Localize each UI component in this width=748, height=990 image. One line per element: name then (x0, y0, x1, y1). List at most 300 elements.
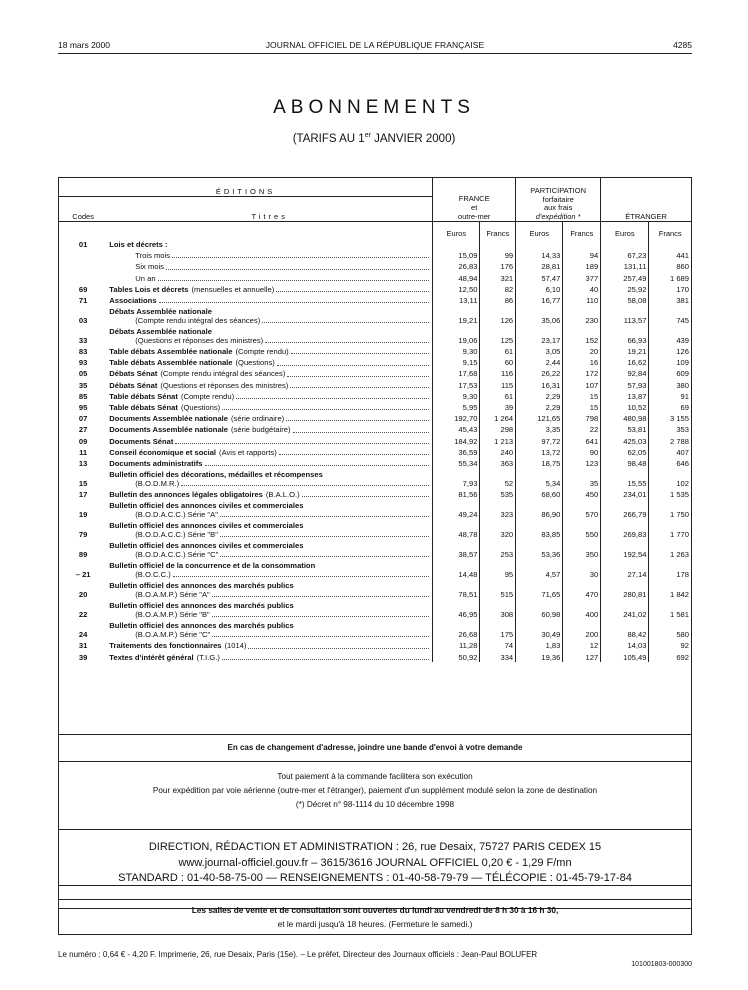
table-row (59, 260, 691, 271)
row-value: 61 (480, 390, 516, 401)
row-value: 92 (649, 639, 691, 650)
row-value: 860 (649, 260, 691, 271)
row-value: 609 (649, 368, 691, 379)
row-value: 170 (649, 283, 691, 294)
row-value: 123 (563, 457, 601, 468)
row-value: 1 750 (649, 499, 691, 519)
table-row (59, 283, 691, 294)
row-title: Documents Assemblée nationale (série ordinaire) (107, 412, 432, 423)
row-value: 5,95 (433, 401, 480, 412)
row-value: 2 788 (649, 435, 691, 446)
page-header (58, 40, 692, 54)
row-value: 11,28 (433, 639, 480, 650)
row-code: 01 (78, 239, 88, 249)
row-value: 53,81 (601, 423, 649, 434)
row-code: 03 (78, 315, 88, 325)
row-value: 1,83 (516, 639, 563, 650)
row-value: 320 (480, 519, 516, 539)
row-value: 192,54 (601, 539, 649, 559)
row-value: 60 (480, 356, 516, 367)
header-rule (58, 53, 692, 54)
row-value: 131,11 (601, 260, 649, 271)
row-value: 17,53 (433, 379, 480, 390)
page-subtitle: (TARIFS AU 1er JANVIER 2000) (292, 132, 456, 145)
row-value: 69 (649, 401, 691, 412)
table-row (59, 519, 691, 539)
row-value: 1 263 (649, 539, 691, 559)
direction-block: DIRECTION, RÉDACTION ET ADMINISTRATION : 26, rue Desaix, 75727 PARIS CEDEX 15 www.journal-officiel.gouv.fr – 3615/3616 JOURNAL OFFICIEL 0,20 € - 1,29 F/mn STANDARD : 01-40-58-75-00 — RENSEIGNEMENTS : 01-40-58-79-79 — TÉLÉCOPIE : 01-45-79-17-84 (59, 829, 691, 885)
row-value: 62,05 (601, 446, 649, 457)
row-code: 79 (78, 530, 88, 540)
row-value: 16,62 (601, 356, 649, 367)
row-value: 38,57 (433, 539, 480, 559)
row-value: 381 (649, 294, 691, 305)
table-row (59, 305, 691, 325)
row-title: Table débats Assemblée nationale (Compte rendu) (107, 345, 432, 356)
titres-header: Titres (251, 211, 288, 221)
row-value: 92,84 (601, 368, 649, 379)
row-value: 115 (480, 379, 516, 390)
page-title: ABONNEMENTS (273, 97, 475, 118)
row-title: Table débats Sénat (Compte rendu) (107, 390, 432, 401)
row-title: Traitements des fonctionnaires (1014) (107, 639, 432, 650)
row-value: 13,87 (601, 390, 649, 401)
participation-header: PARTICIPATION forfaitaire aux frais d'expédition * (516, 178, 601, 222)
currency-euros: Euros (516, 222, 563, 239)
row-value: 126 (649, 345, 691, 356)
footer-text: Le numéro : 0,64 € - 4,20 F. Imprimerie, 26, rue Desaix, Paris (15e). – Le préfet, Directeur des Journaux officiels : Jean-Paul BOLUFER (58, 950, 538, 959)
row-code (59, 272, 107, 283)
row-value: 27,14 (601, 559, 649, 579)
row-value: 441 (649, 249, 691, 260)
row-value: 26,68 (433, 619, 480, 639)
row-value: 91 (649, 390, 691, 401)
row-code: 05 (78, 369, 88, 379)
row-value: 16 (563, 356, 601, 367)
table-row (59, 488, 691, 499)
row-value: 798 (563, 412, 601, 423)
row-value: 126 (480, 305, 516, 325)
table-row (59, 457, 691, 468)
row-value: 172 (563, 368, 601, 379)
row-value: 1 842 (649, 579, 691, 599)
row-value: 86,90 (516, 499, 563, 519)
row-value (563, 238, 601, 249)
row-value: 19,21 (601, 345, 649, 356)
row-value: 9,30 (433, 345, 480, 356)
row-value: 2,29 (516, 390, 563, 401)
row-title: Documents Assemblée nationale (série budgétaire) (107, 423, 432, 434)
row-value: 1 264 (480, 412, 516, 423)
row-value: 321 (480, 272, 516, 283)
row-value: 200 (563, 619, 601, 639)
row-value: 535 (480, 488, 516, 499)
row-value: 178 (649, 559, 691, 579)
row-value (433, 238, 480, 249)
row-value: 646 (649, 457, 691, 468)
row-value: 13,11 (433, 294, 480, 305)
row-value: 570 (563, 499, 601, 519)
row-value: 57,93 (601, 379, 649, 390)
currency-euros: Euros (601, 222, 649, 239)
row-value: 745 (649, 305, 691, 325)
row-value: 407 (649, 446, 691, 457)
row-value: 3,05 (516, 345, 563, 356)
row-value: 20 (563, 345, 601, 356)
row-value: 35 (563, 468, 601, 488)
row-code: 17 (78, 490, 88, 500)
row-code: 24 (78, 630, 88, 640)
row-value: 230 (563, 305, 601, 325)
row-value: 35,06 (516, 305, 563, 325)
row-value: 9,30 (433, 390, 480, 401)
row-value: 102 (649, 468, 691, 488)
row-title: Tables Lois et décrets (mensuelles et annuelle) (107, 283, 432, 294)
row-value: 1 689 (649, 272, 691, 283)
table-row (59, 356, 691, 367)
row-value: 74 (480, 639, 516, 650)
row-value: 323 (480, 499, 516, 519)
sales-hours: Les salles de vente et de consultation sont ouvertes du lundi au vendredi de 8 h 30 à 16 h 30, et le mardi jusqu'à 18 heures. (Fermeture le samedi.) (58, 899, 692, 935)
row-value: 7,93 (433, 468, 480, 488)
row-value: 15,09 (433, 249, 480, 260)
row-value: 19,36 (516, 651, 563, 662)
row-value: 152 (563, 325, 601, 345)
currency-francs: Francs (649, 222, 691, 239)
row-title: Documents Sénat (107, 435, 432, 446)
row-value: 30,49 (516, 619, 563, 639)
table-row (59, 539, 691, 559)
row-value: 71,65 (516, 579, 563, 599)
row-title: Conseil économique et social (Avis et rapports) (107, 446, 432, 457)
table-row (59, 619, 691, 639)
table-row (59, 651, 691, 662)
row-value: 66,93 (601, 325, 649, 345)
row-value: 26,83 (433, 260, 480, 271)
row-value: 400 (563, 599, 601, 619)
row-value: 14,33 (516, 249, 563, 260)
row-value: 6,10 (516, 283, 563, 294)
row-code: 89 (78, 550, 88, 560)
row-value: 109 (649, 356, 691, 367)
row-value: 67,23 (601, 249, 649, 260)
row-value: 46,95 (433, 599, 480, 619)
table-row (59, 238, 691, 249)
address-change-notice: En cas de changement d'adresse, joindre une bande d'envoi à votre demande (59, 734, 691, 761)
row-title: Bulletin officiel des annonces civiles et commerciales (B.O.D.A.C.C.) Série "B" (107, 519, 432, 539)
tariff-frame (58, 177, 692, 909)
row-code: 07 (78, 414, 88, 424)
row-value: 13,72 (516, 446, 563, 457)
row-value: 15,55 (601, 468, 649, 488)
row-code: 11 (79, 447, 88, 457)
row-value: 36,59 (433, 446, 480, 457)
table-row (59, 446, 691, 457)
row-value: 127 (563, 651, 601, 662)
table-row (59, 325, 691, 345)
row-value: 60,98 (516, 599, 563, 619)
row-value: 18,75 (516, 457, 563, 468)
row-value: 78,51 (433, 579, 480, 599)
row-value: 350 (563, 539, 601, 559)
row-value: 353 (649, 423, 691, 434)
row-value: 17,68 (433, 368, 480, 379)
row-code: 83 (78, 347, 88, 357)
row-title: Bulletin officiel des annonces des marchés publics (B.O.A.M.P.) Série "B" (107, 599, 432, 619)
row-code: 35 (78, 380, 88, 390)
row-title: Lois et décrets : (109, 239, 168, 249)
row-title: Débats Sénat (Questions et réponses des ministres) (107, 379, 432, 390)
table-row (59, 639, 691, 650)
row-code: 19 (78, 510, 88, 520)
currency-francs: Francs (563, 222, 601, 239)
row-value: 86 (480, 294, 516, 305)
row-value: 57,47 (516, 272, 563, 283)
table-row (59, 579, 691, 599)
row-value: 2,29 (516, 401, 563, 412)
row-value: 580 (649, 619, 691, 639)
row-value: 439 (649, 325, 691, 345)
row-value: 241,02 (601, 599, 649, 619)
currency-row (59, 222, 691, 239)
row-value: 110 (563, 294, 601, 305)
row-code: 20 (78, 590, 88, 600)
table-row (59, 390, 691, 401)
table-row (59, 294, 691, 305)
row-code: 95 (78, 403, 88, 413)
row-value: 470 (563, 579, 601, 599)
row-value: 175 (480, 619, 516, 639)
header-date: 18 mars 2000 (58, 40, 110, 50)
row-title: Bulletin officiel des annonces des marchés publics (B.O.A.M.P.) Série "C" (107, 619, 432, 639)
row-value: 1 535 (649, 488, 691, 499)
row-value: 298 (480, 423, 516, 434)
row-code: 13 (78, 458, 88, 468)
row-code (59, 260, 107, 271)
row-value: 97,72 (516, 435, 563, 446)
table-row (59, 401, 691, 412)
row-value: 3 155 (649, 412, 691, 423)
row-value: 692 (649, 651, 691, 662)
table-row (59, 559, 691, 579)
row-value: 98,48 (601, 457, 649, 468)
row-value: 49,24 (433, 499, 480, 519)
row-value: 1 770 (649, 519, 691, 539)
tariff-table (59, 178, 691, 662)
row-title: Débats Assemblée nationale (Questions et réponses des ministres) (107, 325, 432, 345)
table-row (59, 345, 691, 356)
row-value: 14,48 (433, 559, 480, 579)
row-value: 192,70 (433, 412, 480, 423)
row-value: 266,79 (601, 499, 649, 519)
row-value (601, 238, 649, 249)
row-value: 12,50 (433, 283, 480, 294)
row-value: 26,22 (516, 368, 563, 379)
row-code: 15 (78, 478, 88, 488)
row-value: 58,08 (601, 294, 649, 305)
row-value: 3,35 (516, 423, 563, 434)
row-value: 377 (563, 272, 601, 283)
row-value: 30 (563, 559, 601, 579)
row-value: 641 (563, 435, 601, 446)
row-value: 125 (480, 325, 516, 345)
row-value: 55,34 (433, 457, 480, 468)
row-value: 22 (563, 423, 601, 434)
row-value: 5,34 (516, 468, 563, 488)
row-value: 68,60 (516, 488, 563, 499)
france-header: FRANCE et outre-mer (433, 178, 516, 222)
journal-title: JOURNAL OFFICIEL DE LA RÉPUBLIQUE FRANÇAISE (265, 40, 485, 50)
row-title: Un an (107, 272, 432, 283)
row-value: 363 (480, 457, 516, 468)
row-value (516, 238, 563, 249)
row-value: 23,17 (516, 325, 563, 345)
currency-francs: Francs (480, 222, 516, 239)
row-value: 90 (563, 446, 601, 457)
row-value: 15 (563, 390, 601, 401)
row-code: 22 (78, 610, 88, 620)
row-value: 113,57 (601, 305, 649, 325)
row-value: 1 581 (649, 599, 691, 619)
row-title: Bulletin officiel de la concurrence et de la consommation (B.O.C.C.) (107, 559, 432, 579)
row-value: 15 (563, 401, 601, 412)
row-code: 93 (78, 358, 88, 368)
row-value: 16,77 (516, 294, 563, 305)
row-value: 280,81 (601, 579, 649, 599)
codes-header: Codes (72, 211, 94, 221)
row-title: Textes d'intérêt général (T.I.G.) (107, 651, 432, 662)
row-title: Documents administratifs (107, 457, 432, 468)
row-title: Associations (107, 294, 432, 305)
row-value: 14,03 (601, 639, 649, 650)
row-value: 19,06 (433, 325, 480, 345)
table-row (59, 499, 691, 519)
row-value: 334 (480, 651, 516, 662)
row-value: 28,81 (516, 260, 563, 271)
row-value: 234,01 (601, 488, 649, 499)
row-value: 550 (563, 519, 601, 539)
row-value: 10,52 (601, 401, 649, 412)
row-value: 189 (563, 260, 601, 271)
row-value: 88,42 (601, 619, 649, 639)
row-code: 71 (78, 295, 88, 305)
footer-code: 101001803-000300 (631, 961, 692, 968)
row-value: 480,98 (601, 412, 649, 423)
row-value: 99 (480, 249, 516, 260)
row-value: 39 (480, 401, 516, 412)
row-value: 380 (649, 379, 691, 390)
row-title: Bulletin officiel des décorations, médailles et récompenses (B.O.D.M.R.) (107, 468, 432, 488)
row-value: 450 (563, 488, 601, 499)
payment-notes: Tout paiement à la commande facilitera son exécution Pour expédition par voie aérienne (outre-mer et l'étranger), paiement d'un supplément modulé selon la zone de destination (*) Décret n° 98-1114 du 10 décembre 1998 (59, 761, 691, 829)
row-value: 9,15 (433, 356, 480, 367)
row-value: 1 213 (480, 435, 516, 446)
row-value (649, 238, 691, 249)
row-value: 45,43 (433, 423, 480, 434)
row-value: 12 (563, 639, 601, 650)
row-value: 52 (480, 468, 516, 488)
table-row (59, 412, 691, 423)
row-title: Bulletin officiel des annonces civiles et commerciales (B.O.D.A.C.C.) Série "A" (107, 499, 432, 519)
row-value (480, 238, 516, 249)
row-value: 61 (480, 345, 516, 356)
table-row (59, 423, 691, 434)
row-value: 269,83 (601, 519, 649, 539)
table-row (59, 368, 691, 379)
table-row (59, 435, 691, 446)
row-value: 48,78 (433, 519, 480, 539)
row-code: 39 (78, 652, 88, 662)
row-code: 69 (78, 284, 88, 294)
row-value: 19,21 (433, 305, 480, 325)
row-title: Débats Sénat (Compte rendu intégral des séances) (107, 368, 432, 379)
row-title: Trois mois (107, 249, 432, 260)
row-code: 09 (78, 436, 88, 446)
editions-header: ÉDITIONS (59, 178, 433, 197)
row-value: 40 (563, 283, 601, 294)
row-title: Bulletin officiel des annonces des marchés publics (B.O.A.M.P.) Série "A" (107, 579, 432, 599)
row-code: 85 (78, 391, 88, 401)
table-row (59, 599, 691, 619)
row-value: 50,92 (433, 651, 480, 662)
currency-euros: Euros (433, 222, 480, 239)
row-code: 31 (78, 641, 88, 651)
row-value: 48,94 (433, 272, 480, 283)
row-title: Table débats Assemblée nationale (Questions) (107, 356, 432, 367)
etranger-header: ÉTRANGER (601, 178, 691, 222)
row-code (59, 249, 107, 260)
table-row (59, 272, 691, 283)
row-value: 308 (480, 599, 516, 619)
row-value: 83,85 (516, 519, 563, 539)
table-header-row (59, 178, 691, 197)
row-value: 53,36 (516, 539, 563, 559)
row-value: 257,49 (601, 272, 649, 283)
row-title: Bulletin des annonces légales obligatoires (B.A.L.O.) (107, 488, 432, 499)
page-number: 4285 (673, 40, 692, 50)
row-value: 81,56 (433, 488, 480, 499)
row-title: Table débats Sénat (Questions) (107, 401, 432, 412)
row-value: 116 (480, 368, 516, 379)
row-value: 94 (563, 249, 601, 260)
row-value: 253 (480, 539, 516, 559)
row-value: 107 (563, 379, 601, 390)
table-row (59, 379, 691, 390)
row-value: 121,65 (516, 412, 563, 423)
row-code: 27 (78, 425, 88, 435)
table-row (59, 468, 691, 488)
row-title: Bulletin officiel des annonces civiles et commerciales (B.O.D.A.C.C.) Série "C" (107, 539, 432, 559)
row-value: 25,92 (601, 283, 649, 294)
row-code: 33 (78, 335, 88, 345)
tariff-body (59, 238, 691, 662)
row-value: 425,03 (601, 435, 649, 446)
table-row (59, 249, 691, 260)
row-value: 16,31 (516, 379, 563, 390)
row-value: 240 (480, 446, 516, 457)
row-value: 184,92 (433, 435, 480, 446)
row-value: 95 (480, 559, 516, 579)
row-title: Débats Assemblée nationale (Compte rendu intégral des séances) (107, 305, 432, 325)
row-value: 4,57 (516, 559, 563, 579)
page-footer (58, 950, 692, 968)
row-value: 515 (480, 579, 516, 599)
row-value: 176 (480, 260, 516, 271)
row-code: – 21 (75, 570, 91, 580)
row-title: Six mois (107, 260, 432, 271)
row-value: 2,44 (516, 356, 563, 367)
row-value: 105,49 (601, 651, 649, 662)
